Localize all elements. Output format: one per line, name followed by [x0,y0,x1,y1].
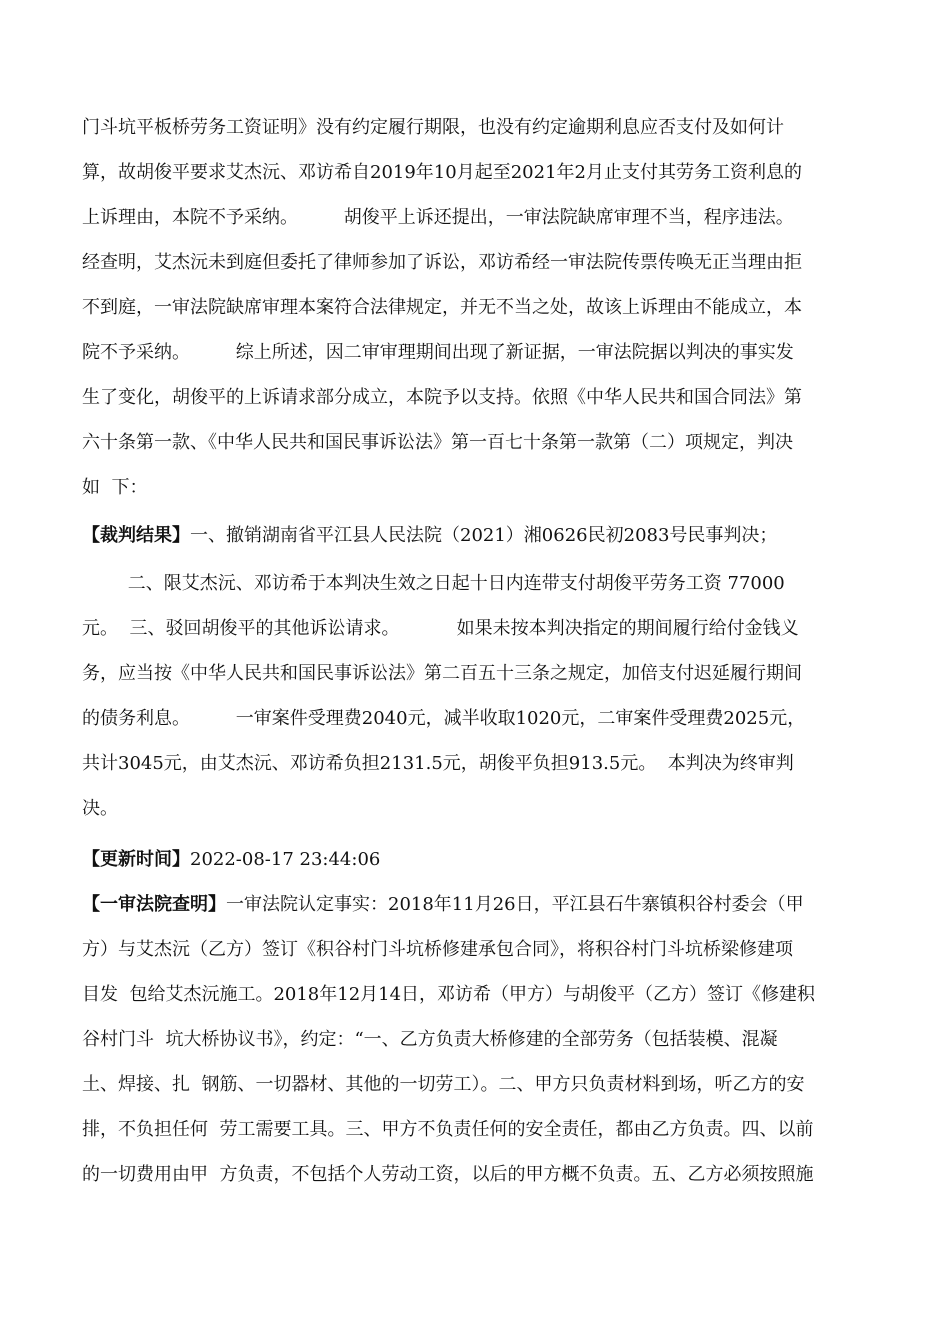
update-time-label: 【更新时间】 [82,849,190,870]
text-line: 如 下： [82,477,148,498]
text-line: 六十条第一款、《中华人民共和国民事诉讼法》第一百七十条第一款第（二）项规定，判决 [82,432,793,453]
text-line: 的债务利息。 一审案件受理费2040元，减半收取1020元，二审案件受理费2025元， [82,708,806,729]
text-line: 决。 [82,798,118,819]
text-line: 二、限艾杰沅、邓访希于本判决生效之日起十日内连带支付胡俊平劳务工资 77000 [82,573,785,594]
text-line: 共计3045元，由艾杰沅、邓访希负担2131.5元，胡俊平负担913.5元。 本判决为终审判 [82,753,794,774]
judgment-text: 一、撤销湖南省平江县人民法院（2021）湘0626民初2083号民事判决； [190,525,778,546]
text-line: 上诉理由，本院不予采纳。 胡俊平上诉还提出，一审法院缺席审理不当，程序违法。 [82,207,794,228]
first-instance-first-line [82,893,804,917]
first-instance-label: 【一审法院查明】 [82,894,226,915]
judgment-label: 【裁判结果】 [82,525,190,546]
text-line: 算，故胡俊平要求艾杰沅、邓访希自2019年10月起至2021年2月止支付其劳务工资利息的 [82,162,802,183]
text-line: 生了变化，胡俊平的上诉请求部分成立，本院予以支持。依照《中华人民共和国合同法》第 [82,387,802,408]
first-instance-text: 一审法院认定事实：2018年11月26日，平江县石牛寨镇积谷村委会（甲 [226,894,804,915]
text-line: 谷村门斗 坑大桥协议书》，约定：“一、乙方负责大桥修建的全部劳务（包括装模、混凝 [82,1029,778,1050]
judgment-first-line [82,524,777,548]
update-time-value: 2022-08-17 23:44:06 [190,849,381,870]
text-line: 不到庭，一审法院缺席审理本案符合法律规定，并无不当之处，故该上诉理由不能成立，本 [82,297,802,318]
text-line: 元。 三、驳回胡俊平的其他诉讼请求。 如果未按本判决指定的期间履行给付金钱义 [82,618,799,639]
text-line: 方）与艾杰沅（乙方）签订《积谷村门斗坑桥修建承包合同》，将积谷村门斗坑桥梁修建项 [82,939,793,960]
update-time-line [82,848,380,872]
text-line: 务，应当按《中华人民共和国民事诉讼法》第二百五十三条之规定，加倍支付迟延履行期间 [82,663,802,684]
text-line: 排，不负担任何 劳工需要工具。三、甲方不负责任何的安全责任，都由乙方负责。四、以前 [82,1119,814,1140]
text-line: 门斗坑平板桥劳务工资证明》没有约定履行期限，也没有约定逾期利息应否支付及如何计 [82,117,784,138]
text-line: 土、焊接、扎 钢筋、一切器材、其他的一切劳工）。二、甲方只负责材料到场，听乙方的安 [82,1074,805,1095]
text-line: 目发 包给艾杰沅施工。2018年12月14日，邓访希（甲方）与胡俊平（乙方）签订《修建积 [82,984,816,1005]
text-line: 院不予采纳。 综上所述，因二审审理期间出现了新证据，一审法院据以判决的事实发 [82,342,794,363]
text-line: 经查明，艾杰沅未到庭但委托了律师参加了诉讼，邓访希经一审法院传票传唤无正当理由拒 [82,252,802,273]
text-line: 的一切费用由甲 方负责，不包括个人劳动工资，以后的甲方概不负责。五、乙方必须按照施 [82,1164,814,1185]
